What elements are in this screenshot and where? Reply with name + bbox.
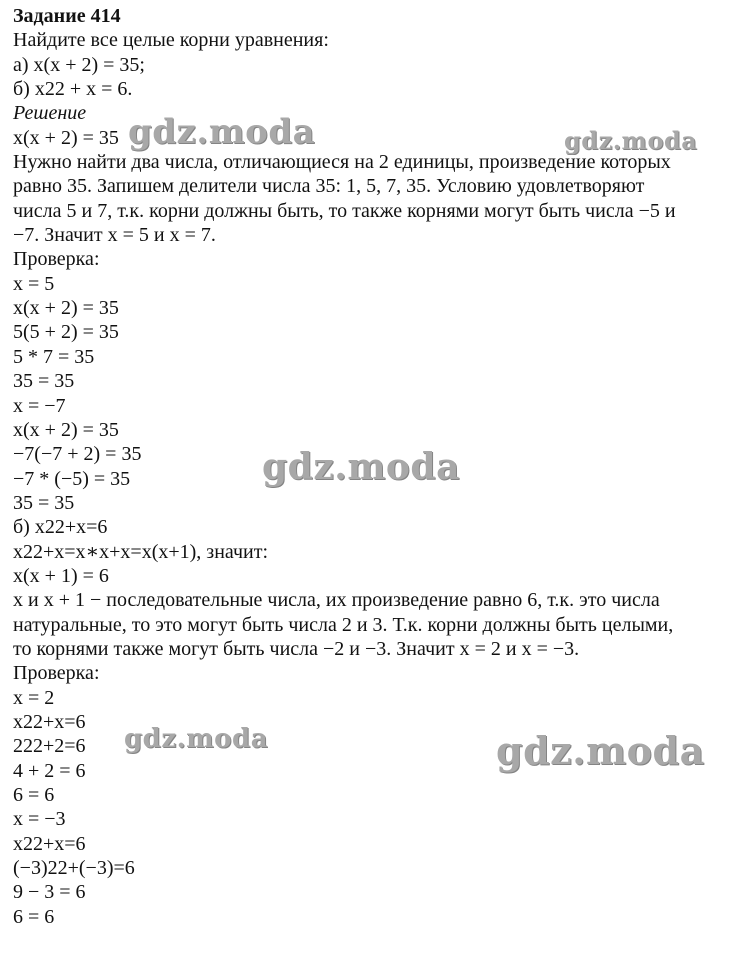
text-line: 5 * 7 = 35: [13, 345, 95, 368]
equation-b: б) x22 + x = 6.: [13, 78, 133, 101]
text-line: 35 = 35: [13, 370, 75, 393]
text-line: 5(5 + 2) = 35: [13, 321, 119, 344]
text-line: x = −7: [13, 394, 66, 417]
solution-heading: Решение: [13, 102, 87, 125]
text-line: равно 35. Запишем делители числа 35: 1, 5, 7, 35. Условию удовлетворяют: [13, 175, 645, 198]
text-line: x = 2: [13, 686, 55, 709]
text-line: x(x + 2) = 35: [13, 126, 119, 149]
watermark: gdz.moda: [124, 724, 269, 754]
text-line: x22+x=6: [13, 832, 86, 855]
text-line: числа 5 и 7, т.к. корни должны быть, то также корнями могут быть числа −5 и: [13, 199, 676, 222]
text-line: 6 = 6: [13, 905, 55, 928]
check-heading: Проверка:: [13, 662, 100, 685]
text-line: 4 + 2 = 6: [13, 759, 86, 782]
task-title: Задание 414: [13, 5, 121, 27]
text-line: −7(−7 + 2) = 35: [13, 443, 142, 466]
watermark: gdz.moda: [496, 728, 705, 773]
task-statement: Найдите все целые корни уравнения:: [13, 29, 329, 52]
check-heading: Проверка:: [13, 248, 100, 271]
watermark: gdz.moda: [128, 112, 316, 152]
watermark: gdz.moda: [564, 126, 698, 155]
text-line: натуральные, то это могут быть числа 2 и 3. Т.к. корни должны быть целыми,: [13, 613, 674, 636]
text-line: Нужно найти два числа, отличающиеся на 2 единицы, произведение которых: [13, 151, 671, 174]
text-line: 35 = 35: [13, 491, 75, 514]
text-line: (−3)22+(−3)=6: [13, 857, 135, 880]
text-line: 9 − 3 = 6: [13, 881, 86, 904]
text-line: −7 * (−5) = 35: [13, 467, 131, 490]
text-line: x(x + 1) = 6: [13, 564, 109, 587]
text-line: −7. Значит x = 5 и x = 7.: [13, 224, 216, 247]
text-line: x(x + 2) = 35: [13, 418, 119, 441]
text-line: б) x22+x=6: [13, 516, 108, 539]
solution-text: [13, 4, 733, 929]
text-line: x = 5: [13, 272, 55, 295]
text-line: 6 = 6: [13, 784, 55, 806]
equation-a: а) x(x + 2) = 35;: [13, 53, 145, 76]
watermark: gdz.moda: [262, 446, 460, 488]
text-line: x и x + 1 − последовательные числа, их произведение равно 6, т.к. это числа: [13, 589, 660, 612]
text-line: x(x + 2) = 35: [13, 297, 119, 320]
text-line: 222+2=6: [13, 735, 86, 758]
text-line: x22+x=x∗x+x=x(x+1), значит:: [13, 540, 269, 563]
text-line: x22+x=6: [13, 710, 86, 733]
text-line: то корнями также могут быть числа −2 и −3. Значит x = 2 и x = −3.: [13, 637, 580, 660]
text-line: x = −3: [13, 808, 66, 831]
